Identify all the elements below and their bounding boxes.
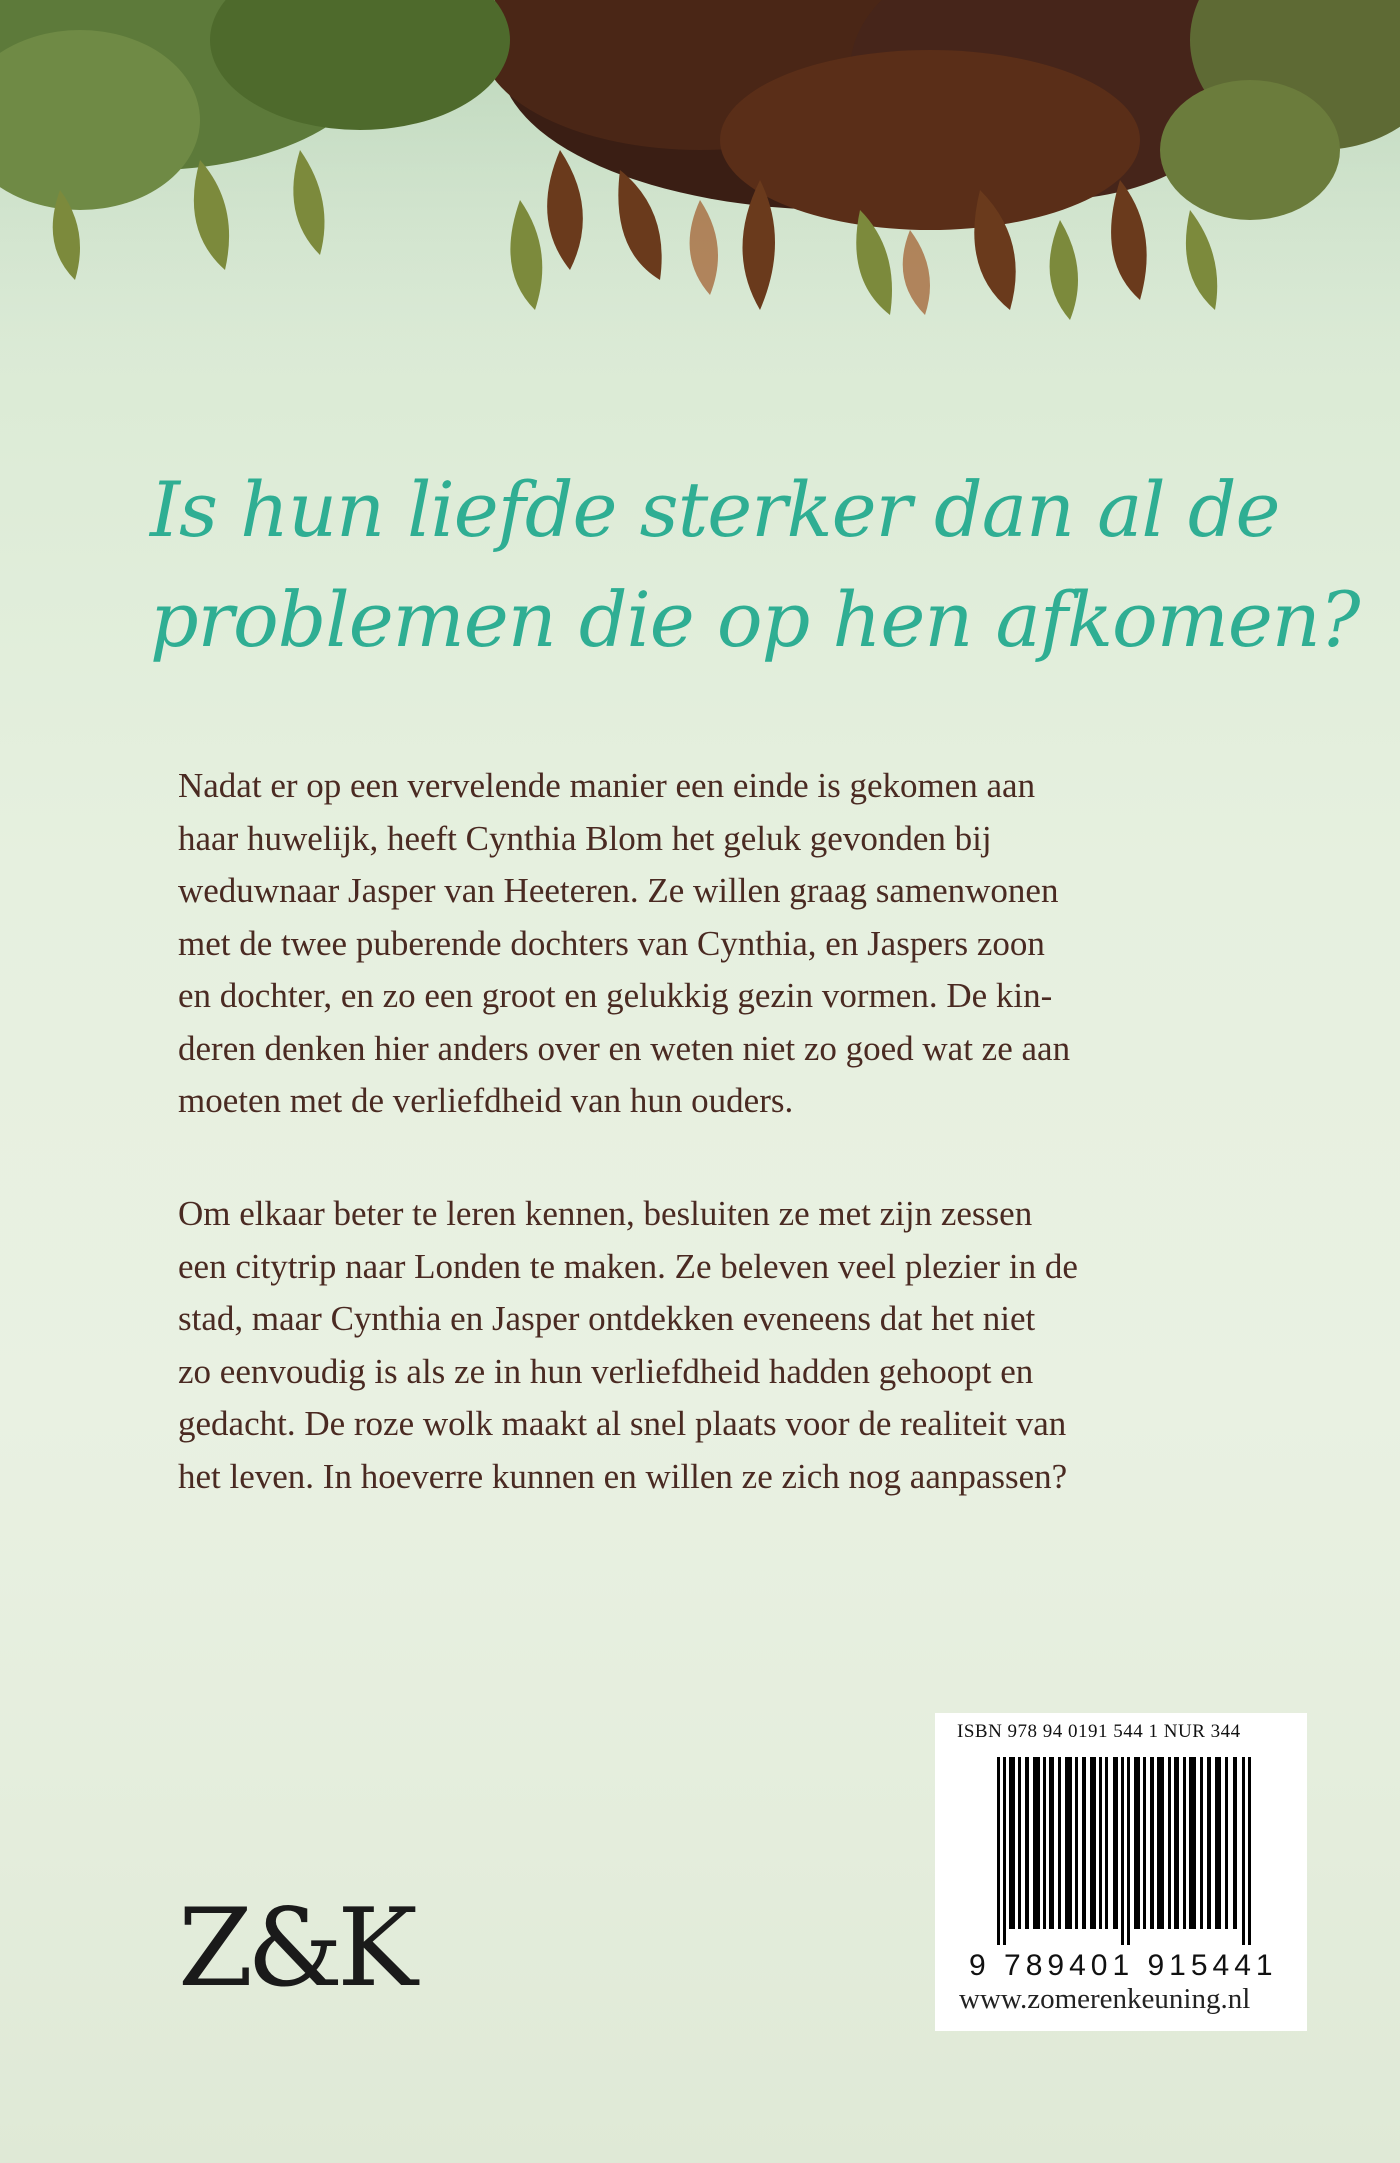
blurb-line: een citytrip naar Londen te maken. Ze beleven veel plezier in de [178,1246,1078,1286]
blurb-line: en dochter, en zo een groot en gelukkig gezin vormen. De kin- [178,976,1053,1015]
blurb-line: Nadat er op een vervelende manier een einde is gekomen aan [178,766,1036,805]
blurb-line: stad, maar Cynthia en Jasper ontdekken eveneens dat het niet [178,1299,1036,1338]
publisher-website: www.zomerenkeuning.nl [959,1983,1251,2015]
blurb-line: het leven. In hoeverre kunnen en willen ze zich nog aanpassen? [178,1456,1068,1496]
blurb-line: Om elkaar beter te leren kennen, besluiten ze met zijn zessen [178,1194,1033,1233]
blurb-line: haar huwelijk, heeft Cynthia Blom het geluk gevonden bij [178,818,992,858]
blurb-line: met de twee puberende dochters van Cynthia, en Jaspers zoon [178,923,1045,963]
tagline-line: Is hun liefde sterker dan al de [150,465,1280,554]
tagline-heading [150,455,1360,675]
blurb-paragraph-1 [178,760,1258,1128]
blurb-line: gedacht. De roze wolk maakt al snel plaats voor de realiteit van [178,1404,1067,1443]
tagline-line: problemen die op hen afkomen? [150,575,1360,664]
barcode-digits: 9 789401 915441 [969,1949,1278,1982]
chestnut-foliage-image [0,0,1400,360]
blurb-line: deren denken hier anders over en weten niet zo goed wat ze aan [178,1028,1071,1068]
blurb-paragraph-2 [178,1188,1258,1503]
blurb-line: weduwnaar Jasper van Heeteren. Ze willen graag samenwonen [178,871,1059,910]
blurb-line: zo eenvoudig is als ze in hun verliefdheid hadden gehoopt en [178,1351,1034,1391]
isbn-line: ISBN 978 94 0191 544 1 NUR 344 [957,1721,1241,1742]
blurb-line: moeten met de verliefdheid van hun ouders. [178,1081,794,1120]
publisher-logo: Z&K [178,1886,412,2011]
barcode-icon [997,1757,1251,1945]
barcode-panel [935,1713,1307,2031]
